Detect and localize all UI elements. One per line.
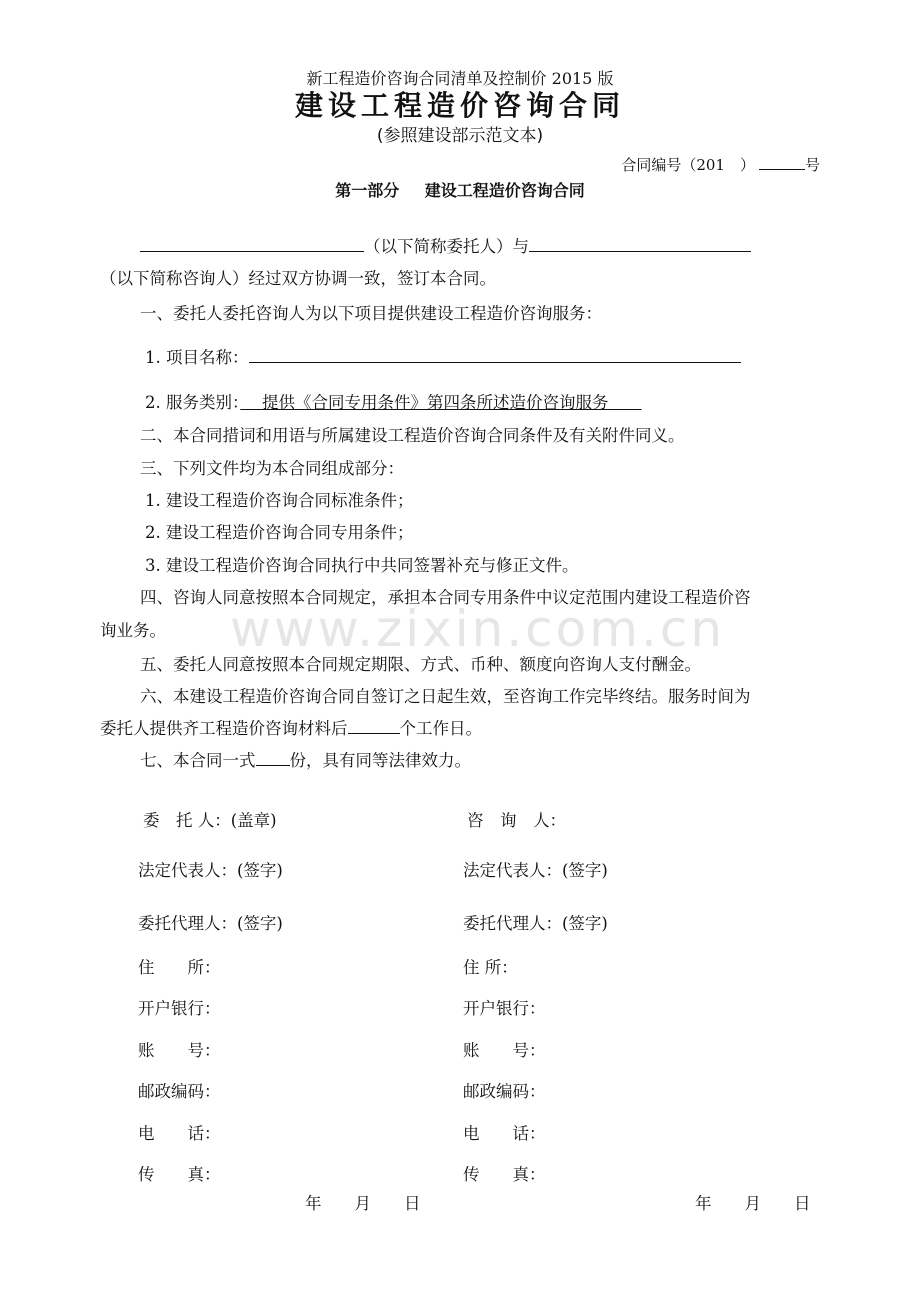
watermark: www.zixin.com.cn xyxy=(230,600,726,658)
consultant-name-blank[interactable] xyxy=(529,233,751,252)
consultant-agent-field: 委托代理人：(签字) xyxy=(463,914,608,933)
clause-3: 三、下列文件均为本合同组成部分： xyxy=(140,459,404,478)
project-name-blank[interactable] xyxy=(249,344,741,363)
consultant-date: 年 月 日 xyxy=(695,1194,811,1213)
project-name-row xyxy=(145,344,741,368)
service-type-label: 2. 服务类别： xyxy=(145,393,241,412)
section-heading: 第一部分 建设工程造价咨询合同 xyxy=(335,181,585,200)
client-name-blank[interactable] xyxy=(140,233,364,252)
clause-7-text-a: 七、本合同一式 xyxy=(140,751,256,770)
intro-line-1 xyxy=(140,233,751,257)
clause-6-text-a: 委托人提供齐工程造价咨询材料后 xyxy=(100,719,348,738)
service-type-row xyxy=(145,389,642,413)
clause-5: 五、委托人同意按照本合同规定期限、方式、币种、额度向咨询人支付酬金。 xyxy=(140,655,701,674)
consultant-phone-field: 电 话： xyxy=(463,1124,546,1143)
document-title: 建设工程造价咨询合同 xyxy=(294,89,625,122)
document-item-2: 2. 建设工程造价咨询合同专用条件； xyxy=(145,523,414,542)
client-legal-rep-field: 法定代表人：(签字) xyxy=(138,861,283,880)
client-agent-field: 委托代理人：(签字) xyxy=(138,914,283,933)
clause-6-line-2 xyxy=(100,715,482,739)
client-fax-field: 传 真： xyxy=(138,1165,221,1184)
clause-1: 一、委托人委托咨询人为以下项目提供建设工程造价咨询服务： xyxy=(140,304,602,323)
consultant-name-field: 咨 询 人： xyxy=(467,811,566,830)
intro-line-2: （以下简称咨询人）经过双方协调一致，签订本合同。 xyxy=(100,269,496,288)
contract-number-suffix: 号 xyxy=(804,156,820,174)
client-address-field: 住 所： xyxy=(138,958,221,977)
client-account-field: 账 号： xyxy=(138,1041,221,1060)
document-subtitle: 新工程造价咨询合同清单及控制价 2015 版 xyxy=(306,69,614,88)
client-phone-field: 电 话： xyxy=(138,1124,221,1143)
clause-7-text-b: 份，具有同等法律效力。 xyxy=(289,751,471,770)
document-item-1: 1. 建设工程造价咨询合同标准条件； xyxy=(145,491,414,510)
intro-text-a: （以下简称委托人）与 xyxy=(364,237,529,256)
consultant-bank-field: 开户银行： xyxy=(463,999,546,1018)
client-postcode-field: 邮政编码： xyxy=(138,1082,221,1101)
clause-6-text-b: 个工作日。 xyxy=(399,719,482,738)
working-days-blank[interactable] xyxy=(348,715,400,734)
copies-blank[interactable] xyxy=(256,747,290,766)
clause-2: 二、本合同措词和用语与所属建设工程造价咨询合同条件及有关附件同义。 xyxy=(140,426,685,445)
client-date: 年 月 日 xyxy=(305,1194,421,1213)
project-name-label: 1. 项目名称： xyxy=(145,348,249,367)
clause-4-line-1: 四、咨询人同意按照本合同规定，承担本合同专用条件中议定范围内建设工程造价咨 xyxy=(140,588,751,607)
document-item-3: 3. 建设工程造价咨询合同执行中共同签署补充与修正文件。 xyxy=(145,556,579,575)
consultant-fax-field: 传 真： xyxy=(463,1165,546,1184)
client-bank-field: 开户银行： xyxy=(138,999,221,1018)
consultant-legal-rep-field: 法定代表人：(签字) xyxy=(463,861,608,880)
document-note: (参照建设部示范文本) xyxy=(376,126,544,146)
client-seal-field: 委 托 人：(盖章) xyxy=(143,811,277,830)
contract-number-blank[interactable] xyxy=(759,151,805,170)
service-type-value: 提供《合同专用条件》第四条所述造价咨询服务 xyxy=(262,393,609,412)
contract-number-label: 合同编号（201 ） xyxy=(621,156,755,174)
clause-6-line-1: 六、本建设工程造价咨询合同自签订之日起生效，至咨询工作完毕终结。服务时间为 xyxy=(140,687,751,706)
consultant-postcode-field: 邮政编码： xyxy=(463,1082,546,1101)
consultant-account-field: 账 号： xyxy=(463,1041,546,1060)
contract-number xyxy=(621,151,820,175)
clause-7 xyxy=(140,747,471,771)
clause-4-line-2: 询业务。 xyxy=(100,621,166,640)
consultant-address-field: 住 所： xyxy=(463,958,518,977)
